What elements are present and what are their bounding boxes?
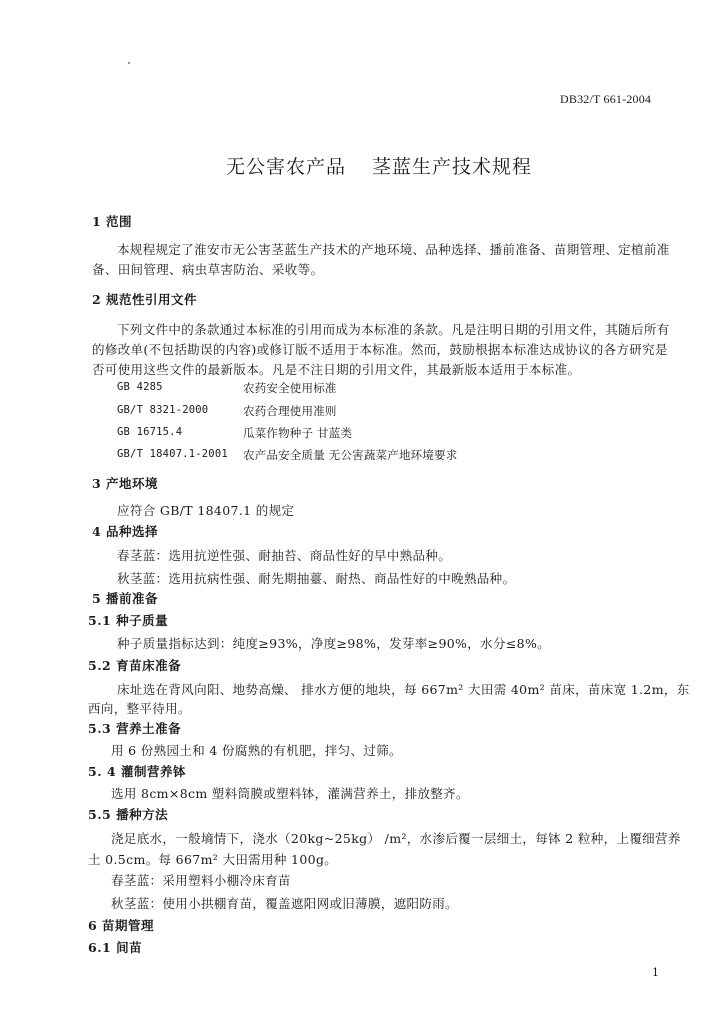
section-1-heading: 1 范围 [92, 214, 133, 229]
section-5-5-line3: 春茎蓝：采用塑料小棚冷床育苗 [111, 873, 291, 888]
ref-title-4: 农产品安全质量 无公害蔬菜产地环境要求 [243, 448, 458, 462]
section-5-4-para: 选用 8cm×8cm 塑料筒膜或塑料钵，灌满营养土，排放整齐。 [111, 786, 469, 801]
section-2-para-line1: 下列文件中的条款通过本标准的引用而成为本标准的条款。凡是注明日期的引用文件，其随后所有 [117, 322, 670, 337]
section-5-2-para-line1: 床址选在背风向阳、地势高燥、 排水方便的地块，每 667m² 大田需 40m² 苗床，苗床宽 1.2m，东 [117, 682, 690, 697]
section-5-4-heading: 5. 4 灌制营养钵 [88, 764, 186, 779]
section-2-para-line3: 否可使用这些文件的最新版本。凡是不注日期的引用文件，其最新版本适用于本标准。 [92, 362, 581, 377]
section-2-para-line2: 的修改单(不包括勘误的内容)或修订版不适用于本标准。然而，鼓励根据本标准达成协议的各方研究是 [92, 342, 668, 357]
section-5-2-heading: 5.2 育苗床准备 [88, 658, 182, 673]
ref-code-3: GB 16715.4 [117, 426, 183, 438]
standard-number: DB32/T 661-2004 [560, 92, 652, 106]
section-3-para: 应符合 GB/T 18407.1 的规定 [117, 503, 295, 518]
document-title-part2: 茎蓝生产技术规程 [372, 156, 533, 178]
section-4-heading: 4 品种选择 [92, 524, 159, 539]
section-5-3-para: 用 6 份熟园土和 4 份腐熟的有机肥，拌匀、过筛。 [111, 743, 402, 758]
section-5-heading: 5 播前准备 [92, 591, 159, 606]
ref-title-1: 农药安全使用标准 [243, 381, 337, 395]
section-5-5-heading: 5.5 播种方法 [88, 807, 169, 822]
section-5-1-heading: 5.1 种子质量 [88, 613, 169, 628]
section-4-line2: 秋茎蓝：选用抗病性强、耐先期抽薹、耐热、商品性好的中晚熟品种。 [117, 571, 516, 586]
section-5-2-para-line2: 西向，整平待用。 [88, 701, 191, 716]
ref-code-1: GB 4285 [117, 381, 163, 393]
page-number: 1 [652, 966, 659, 979]
section-3-heading: 3 产地环境 [92, 476, 159, 491]
section-4-line1: 春茎蓝：选用抗逆性强、耐抽苔、商品性好的早中熟品种。 [117, 548, 452, 563]
section-2-heading: 2 规范性引用文件 [92, 292, 198, 307]
section-1-para-line1: 本规程规定了淮安市无公害茎蓝生产技术的产地环境、品种选择、播前准备、苗期管理、定植前准 [117, 242, 670, 257]
section-1-para-line2: 备、田间管理、病虫草害防治、采收等。 [92, 262, 324, 277]
ref-code-2: GB/T 8321-2000 [117, 404, 209, 416]
section-6-1-heading: 6.1 间苗 [88, 940, 143, 955]
section-5-3-heading: 5.3 营养土准备 [88, 721, 182, 736]
section-6-heading: 6 苗期管理 [88, 918, 155, 933]
section-5-5-para-line1: 浇足底水，一般墒情下，浇水（20kg~25kg） /m²，水渗后覆一层细土，每钵 2 粒种，上覆细营养 [111, 831, 681, 846]
scan-speck [128, 62, 130, 64]
document-title-part1: 无公害农产品 [226, 156, 347, 178]
ref-title-2: 农药合理使用准则 [243, 404, 337, 418]
ref-code-4: GB/T 18407.1-2001 [117, 448, 228, 460]
section-5-5-line4: 秋茎蓝：使用小拱棚育苗，覆盖遮阳网或旧薄膜，遮阳防雨。 [111, 896, 458, 911]
section-5-1-para: 种子质量指标达到：纯度≥93%，净度≥98%，发芽率≥90%，水分≤8%。 [117, 636, 551, 651]
ref-title-3: 瓜菜作物种子 甘蓝类 [243, 426, 353, 440]
section-5-5-para-line2: 土 0.5cm。每 667m² 大田需用种 100g。 [88, 852, 338, 867]
